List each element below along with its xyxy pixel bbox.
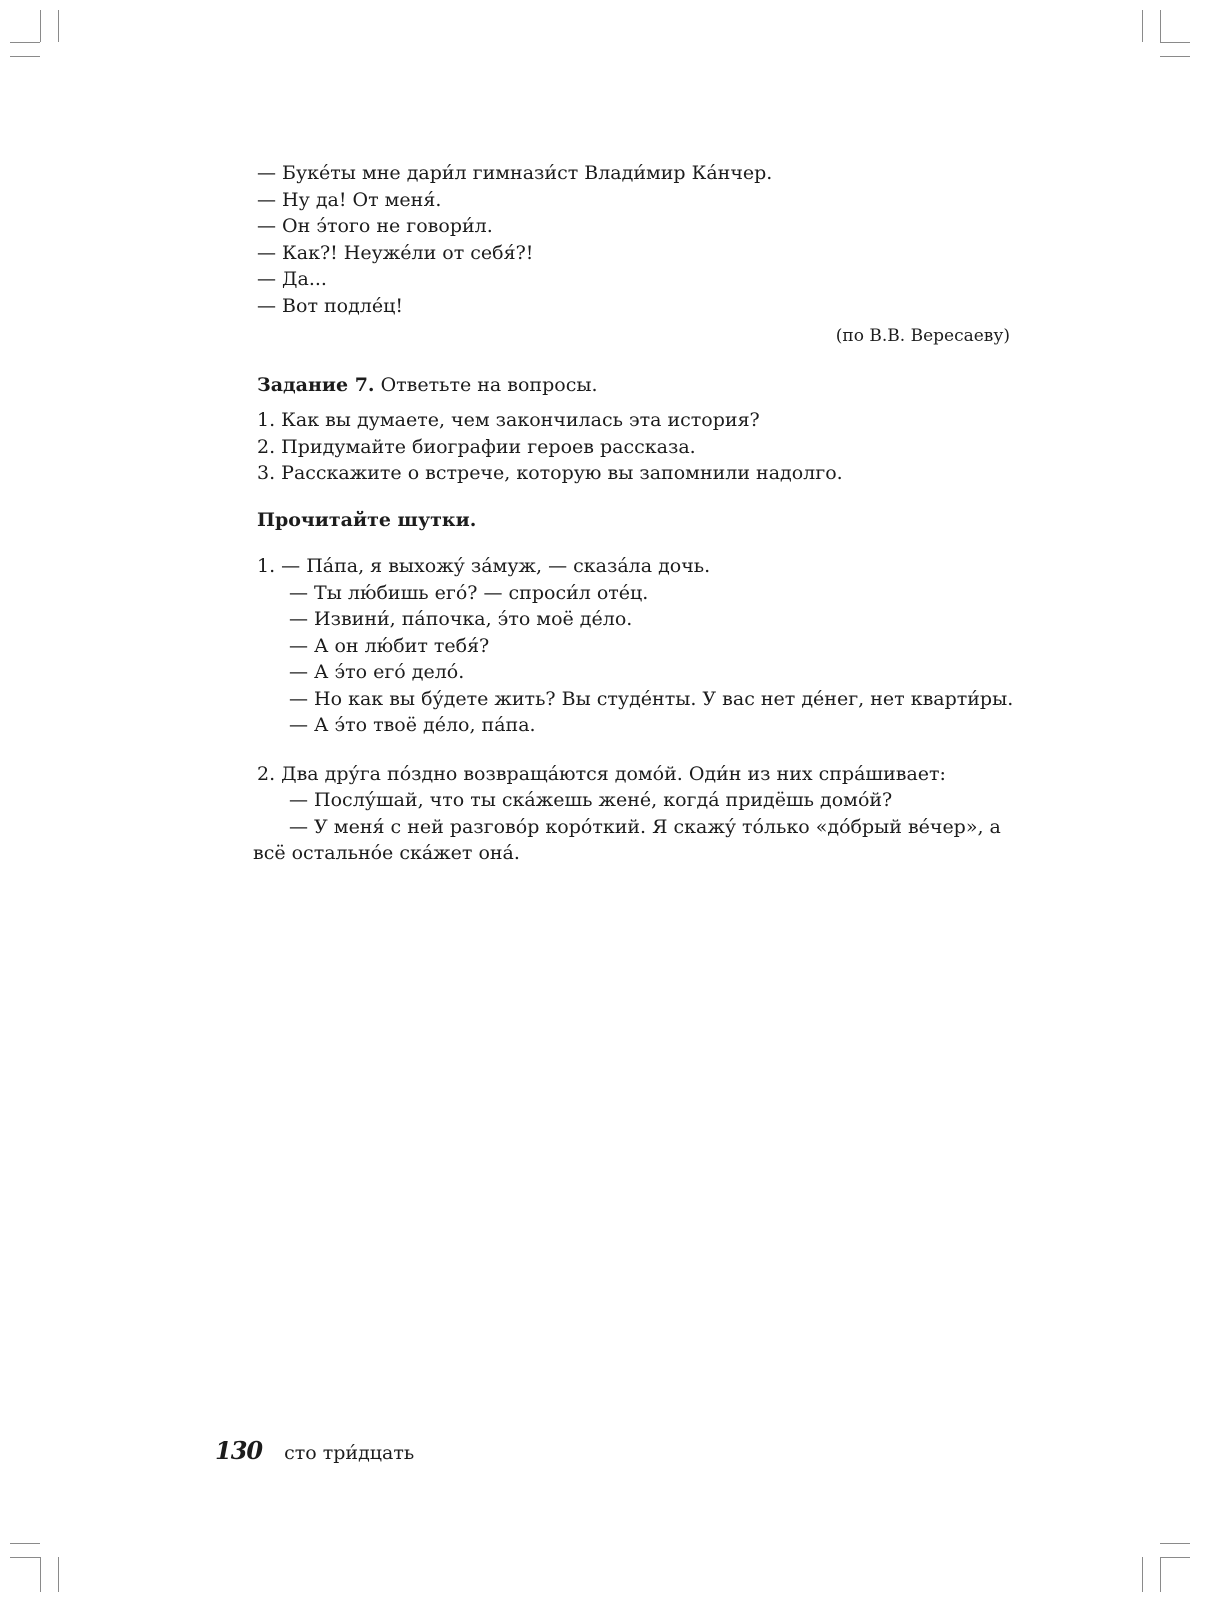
joke-1 (257, 553, 1057, 739)
crop-mark (1142, 1557, 1143, 1592)
question-item: 3. Расскажите о встрече, которую вы запомнили надолго. (257, 462, 843, 484)
crop-mark (58, 10, 59, 42)
crop-mark (58, 1557, 59, 1592)
crop-mark (1142, 10, 1143, 42)
joke-line: — Послу́шай, что ты ска́жешь жене́, когда́ придёшь домо́й? (289, 789, 893, 811)
joke-line: 2. Два дру́га по́здно возвраща́ются домо́й. Оди́н из них спра́шивает: (257, 762, 946, 785)
joke-line: — А э́то его́ дело́. (289, 661, 465, 683)
dialogue-line: — Он э́того не говори́л. (257, 215, 493, 237)
joke-line: 1. — Па́па, я выхожу́ за́муж, — сказа́ла дочь. (257, 555, 711, 577)
crop-mark (40, 10, 41, 42)
dialogue-line: — Да... (257, 268, 327, 290)
source-attribution: (по В.В. Вересаеву) (835, 326, 1010, 346)
question-item: 2. Придумайте биографии героев рассказа. (257, 435, 696, 458)
page-content (253, 160, 1057, 867)
crop-mark (1160, 1557, 1190, 1558)
crop-mark (10, 1557, 40, 1558)
question-item: 1. Как вы думаете, чем закончилась эта история? (257, 409, 760, 431)
crop-mark (1160, 1557, 1161, 1592)
joke-line: — Ты лю́бишь его́? — спроси́л оте́ц. (289, 581, 649, 604)
joke-line: — А э́то твоё де́ло, па́па. (289, 714, 536, 736)
joke-line: — А он лю́бит тебя́? (289, 634, 490, 657)
dialogue-line: — Буке́ты мне дари́л гимнази́ст Влади́мир Ка́нчер. (257, 162, 773, 184)
joke-line: — Но как вы бу́дете жить? Вы студе́нты. У вас нет де́нег, нет кварти́ры. (289, 687, 1014, 710)
task-7-heading (257, 372, 1057, 399)
question-list (257, 407, 1057, 487)
joke-line: всё остально́е ска́жет она́. (253, 842, 520, 864)
dialogue-line: — Ну да! От меня́. (257, 188, 442, 211)
joke-2 (253, 761, 1057, 867)
dialogue-line: — Вот подле́ц! (257, 294, 403, 317)
page-footer (215, 1436, 414, 1465)
joke-line: — У меня́ с ней разгово́р коро́ткий. Я скажу́ то́лько «до́брый ве́чер», а (289, 815, 1001, 838)
page-number-words: сто три́дцать (284, 1442, 415, 1464)
crop-mark (10, 42, 40, 43)
page-number: 130 (215, 1436, 263, 1465)
task-7-label: Задание 7. (257, 373, 375, 396)
crop-mark (1160, 56, 1190, 57)
crop-mark (1160, 10, 1161, 42)
crop-mark (1160, 1543, 1190, 1544)
joke-line: — Извини́, па́почка, э́то моё де́ло. (289, 608, 633, 630)
dialogue (257, 160, 1057, 319)
crop-mark (10, 56, 40, 57)
crop-mark (1160, 42, 1190, 43)
dialogue-line: — Как?! Неуже́ли от себя́?! (257, 241, 534, 264)
crop-mark (40, 1557, 41, 1592)
jokes-heading: Прочитайте шутки. (257, 508, 477, 531)
crop-mark (10, 1543, 40, 1544)
task-7-instruction: Ответьте на вопросы. (380, 373, 598, 396)
